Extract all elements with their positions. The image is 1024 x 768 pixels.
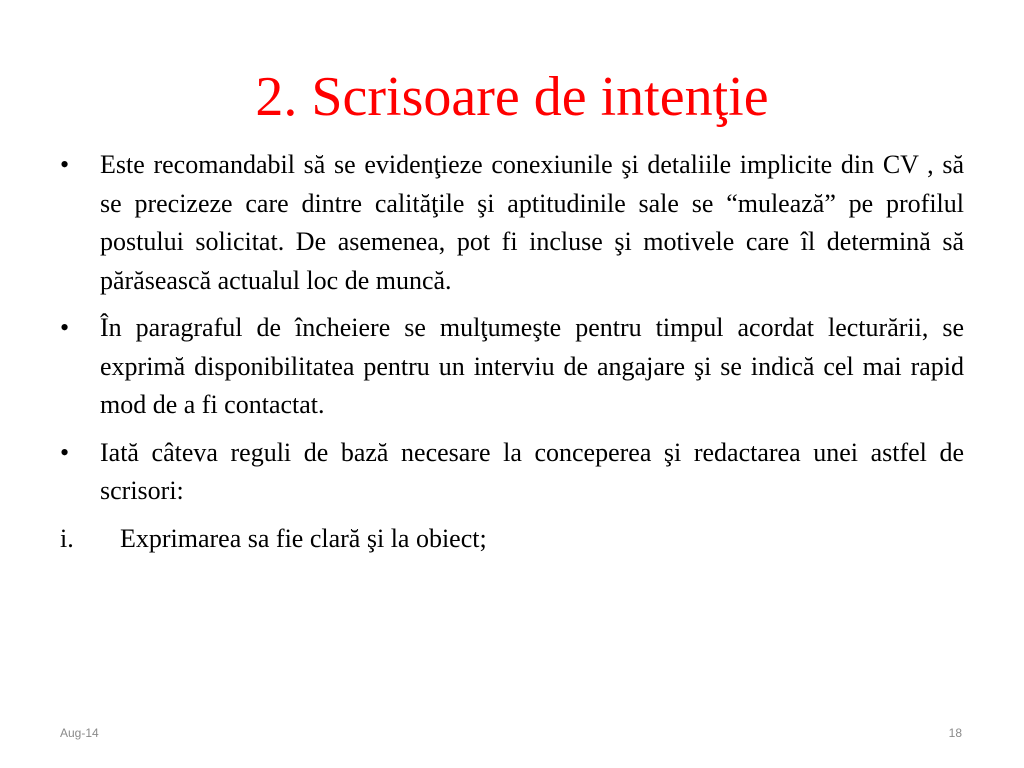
bullet-item — [60, 434, 964, 511]
footer-date: Aug-14 — [60, 726, 99, 740]
bullet-text: În paragraful de încheiere se mulţumeşte pentru timpul acordat lecturării, se exprimă disponibilitatea pentru un interviu de angajare şi se indică cel mai rapid mod de a fi contactat. — [100, 313, 964, 419]
bullet-text: Este recomandabil să se evidenţieze conexiunile şi detaliile implicite din CV , să se precizeze care dintre calităţile şi aptitudinile sale se “mulează” pe profilul postului solicitat. De asemenea, pot fi incluse şi motivele care îl determină să părăsească actualul loc de muncă. — [100, 150, 964, 295]
footer-page-number: 18 — [948, 726, 962, 740]
slide-content — [60, 146, 964, 558]
bullet-marker: • — [60, 150, 70, 179]
bullet-marker: • — [60, 437, 70, 467]
bullet-item — [60, 309, 964, 425]
numbered-marker: i. — [60, 523, 74, 553]
bullet-item — [60, 146, 964, 300]
numbered-text: Exprimarea sa fie clară şi la obiect; — [120, 523, 487, 553]
bullet-text: Iată câteva reguli de bază necesare la conceperea şi redactarea unei astfel de scrisori: — [100, 437, 964, 505]
numbered-item — [60, 520, 964, 559]
bullet-marker: • — [60, 313, 70, 342]
slide-title: 2. Scrisoare de intenţie — [255, 66, 769, 128]
